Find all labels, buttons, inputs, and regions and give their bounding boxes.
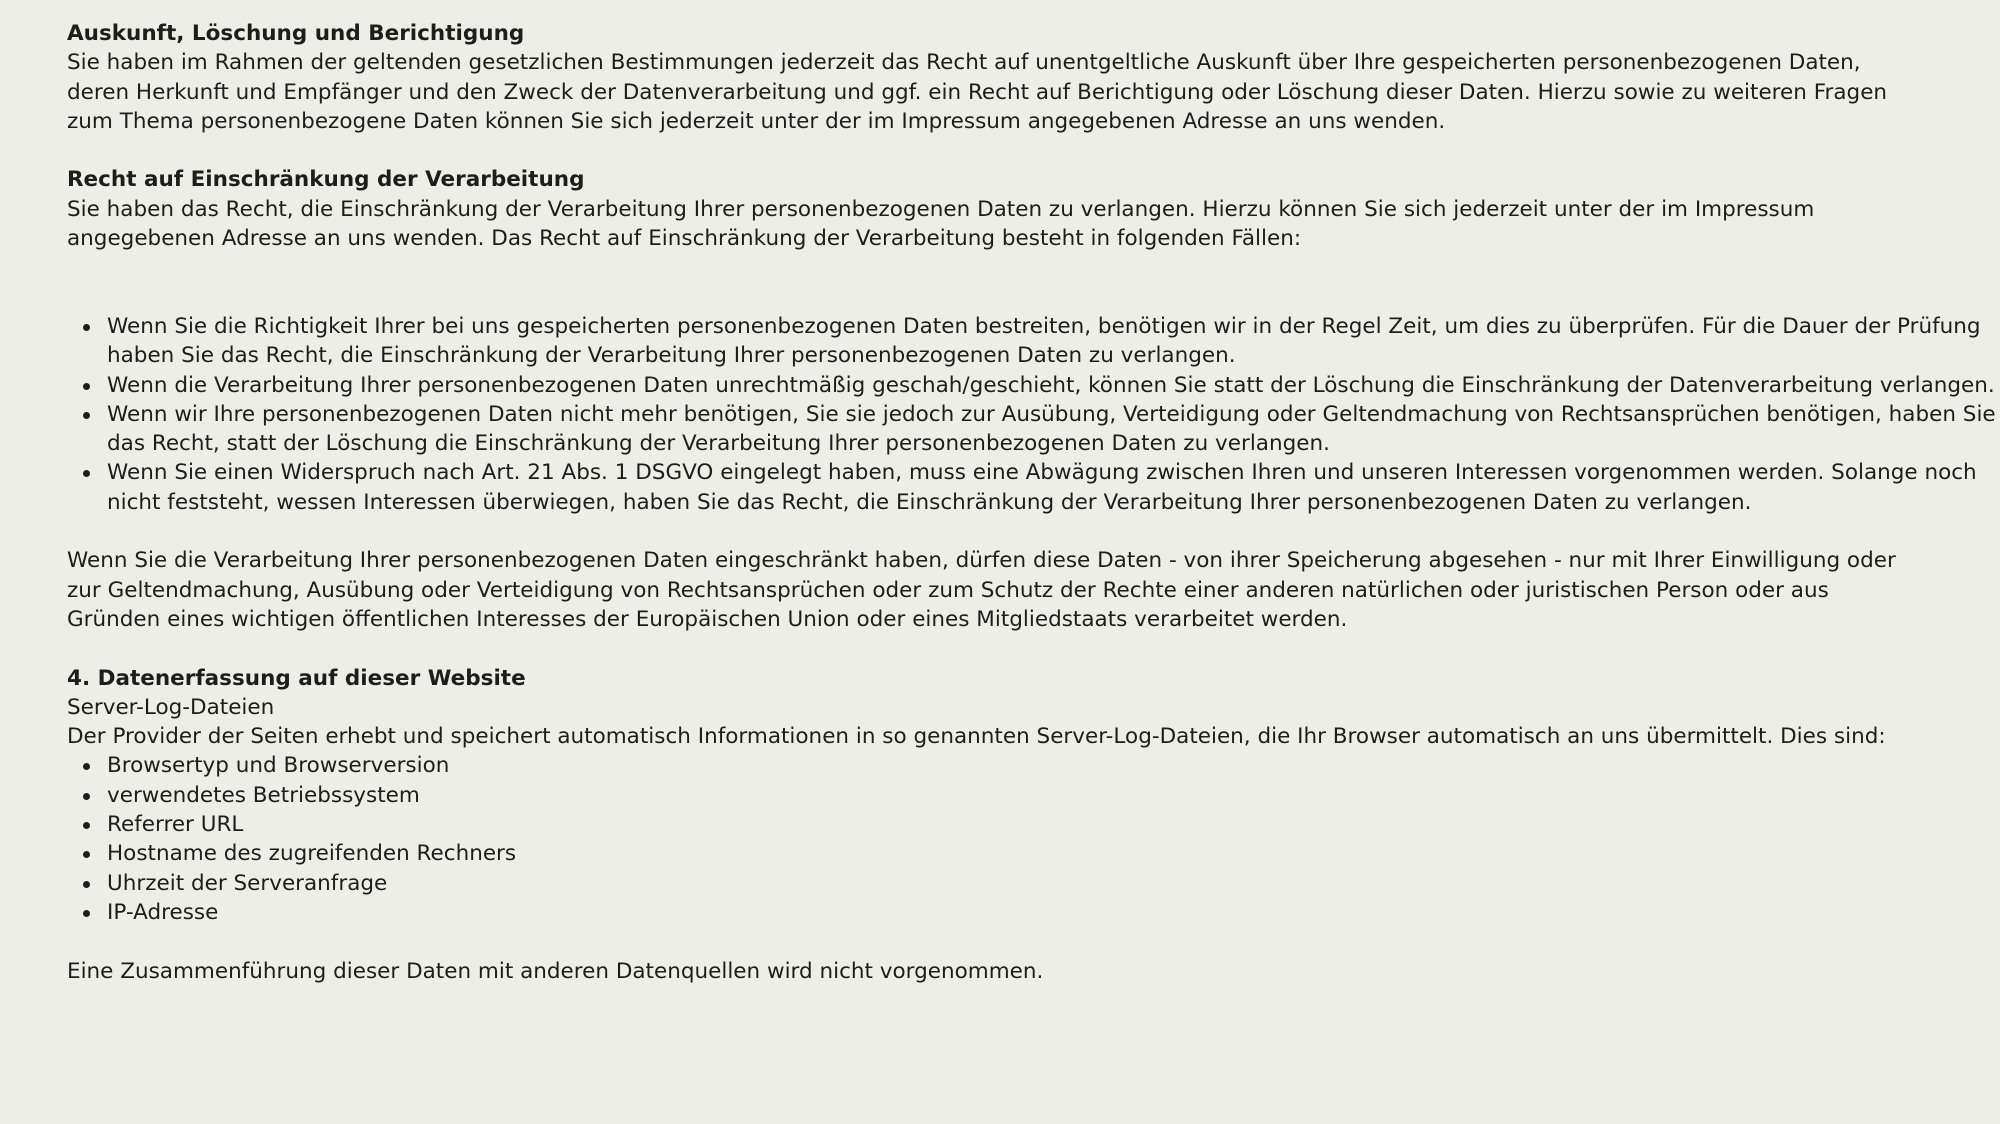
list-item: Wenn wir Ihre personenbezogenen Daten nicht mehr benötigen, Sie sie jedoch zur Ausübung, Verteidigung oder Geltendmachung von Rechtsansprüchen benötigen, haben Sie das Recht, statt der Löschung die Einschränkung der Verarbeitung Ihrer personenbezogenen Daten zu verlangen. (107, 400, 1997, 459)
section-heading-auskunft: Auskunft, Löschung und Berichtigung (67, 21, 525, 46)
list-item: verwendetes Betriebssystem (107, 781, 1957, 810)
section-closing-datenerfassung: Eine Zusammenführung dieser Daten mit anderen Datenquellen wird nicht vorgenommen. (67, 958, 1044, 984)
section-heading-datenerfassung: 4. Datenerfassung auf dieser Website (67, 665, 526, 691)
privacy-policy-content (67, 19, 1996, 986)
list-item: Wenn Sie die Richtigkeit Ihrer bei uns gespeicherten personenbezogenen Daten bestreiten, benötigen wir in der Regel Zeit, um dies zu überprüfen. Für die Dauer der Prüfung haben Sie das Recht, die Einschränkung der Verarbeitung Ihrer personenbezogenen Daten zu verlangen. (107, 312, 1997, 371)
section-body-einschraenkung: Sie haben das Recht, die Einschränkung der Verarbeitung Ihrer personenbezogenen Daten zu verlangen. Hierzu können Sie sich jederzeit unter der im Impressum angegebenen Adresse an uns wenden. Das Recht auf Einschränkung der Verarbeitung besteht in folgenden Fällen: (67, 196, 1815, 252)
list-item: Hostname des zugreifenden Rechners (107, 839, 1957, 868)
spacer (67, 927, 1967, 956)
section-body-datenerfassung: Der Provider der Seiten erhebt und speichert automatisch Informationen in so genannten Server-Log-Dateien, die Ihr Browser automatisch an uns übermittelt. Dies sind: (67, 724, 1886, 750)
list-item: Uhrzeit der Serveranfrage (107, 869, 1957, 898)
list-item: Referrer URL (107, 810, 1957, 839)
section-closing-einschraenkung: Wenn Sie die Verarbeitung Ihrer personenbezogenen Daten eingeschränkt haben, dürfen diese Daten - von ihrer Speicherung abgesehen - nur mit Ihrer Einwilligung oder zur Geltendmachung, Ausübung oder Verteidigung von Rechtsansprüchen oder zum Schutz der Rechte einer anderen natürlichen oder juristischen Person oder aus Gründen eines wichtigen öffentlichen Interesses der Europäischen Union oder eines Mitgliedstaats verarbeitet werden. (67, 548, 1896, 632)
list-item: Browsertyp und Browserversion (107, 751, 1957, 780)
spacer (67, 136, 1967, 165)
section-subheading-server-log: Server-Log-Dateien (67, 694, 275, 720)
server-log-list (67, 751, 1957, 927)
list-item: IP-Adresse (107, 898, 1957, 927)
list-item: Wenn die Verarbeitung Ihrer personenbezogenen Daten unrechtmäßig geschah/geschieht, können Sie statt der Löschung die Einschränkung der Datenverarbeitung verlangen. (107, 371, 1997, 400)
spacer (67, 517, 1967, 546)
list-item: Wenn Sie einen Widerspruch nach Art. 21 Abs. 1 DSGVO eingelegt haben, muss eine Abwägung zwischen Ihren und unseren Interessen vorgenommen werden. Solange noch nicht feststeht, wessen Interessen überwiegen, haben Sie das Recht, die Einschränkung der Verarbeitung Ihrer personenbezogenen Daten zu verlangen. (107, 458, 1997, 517)
spacer (67, 634, 1967, 663)
einschraenkung-list (67, 312, 1997, 517)
section-body-auskunft: Sie haben im Rahmen der geltenden gesetzlichen Bestimmungen jederzeit das Recht auf unentgeltliche Auskunft über Ihre gespeicherten personenbezogenen Daten, deren Herkunft und Empfänger und den Zweck der Datenverarbeitung und ggf. ein Recht auf Berichtigung oder Löschung dieser Daten. Hierzu sowie zu weiteren Fragen zum Thema personenbezogene Daten können Sie sich jederzeit unter der im Impressum angegebenen Adresse an uns wenden. (67, 50, 1888, 134)
section-heading-einschraenkung: Recht auf Einschränkung der Verarbeitung (67, 167, 585, 193)
spacer (67, 253, 1967, 312)
